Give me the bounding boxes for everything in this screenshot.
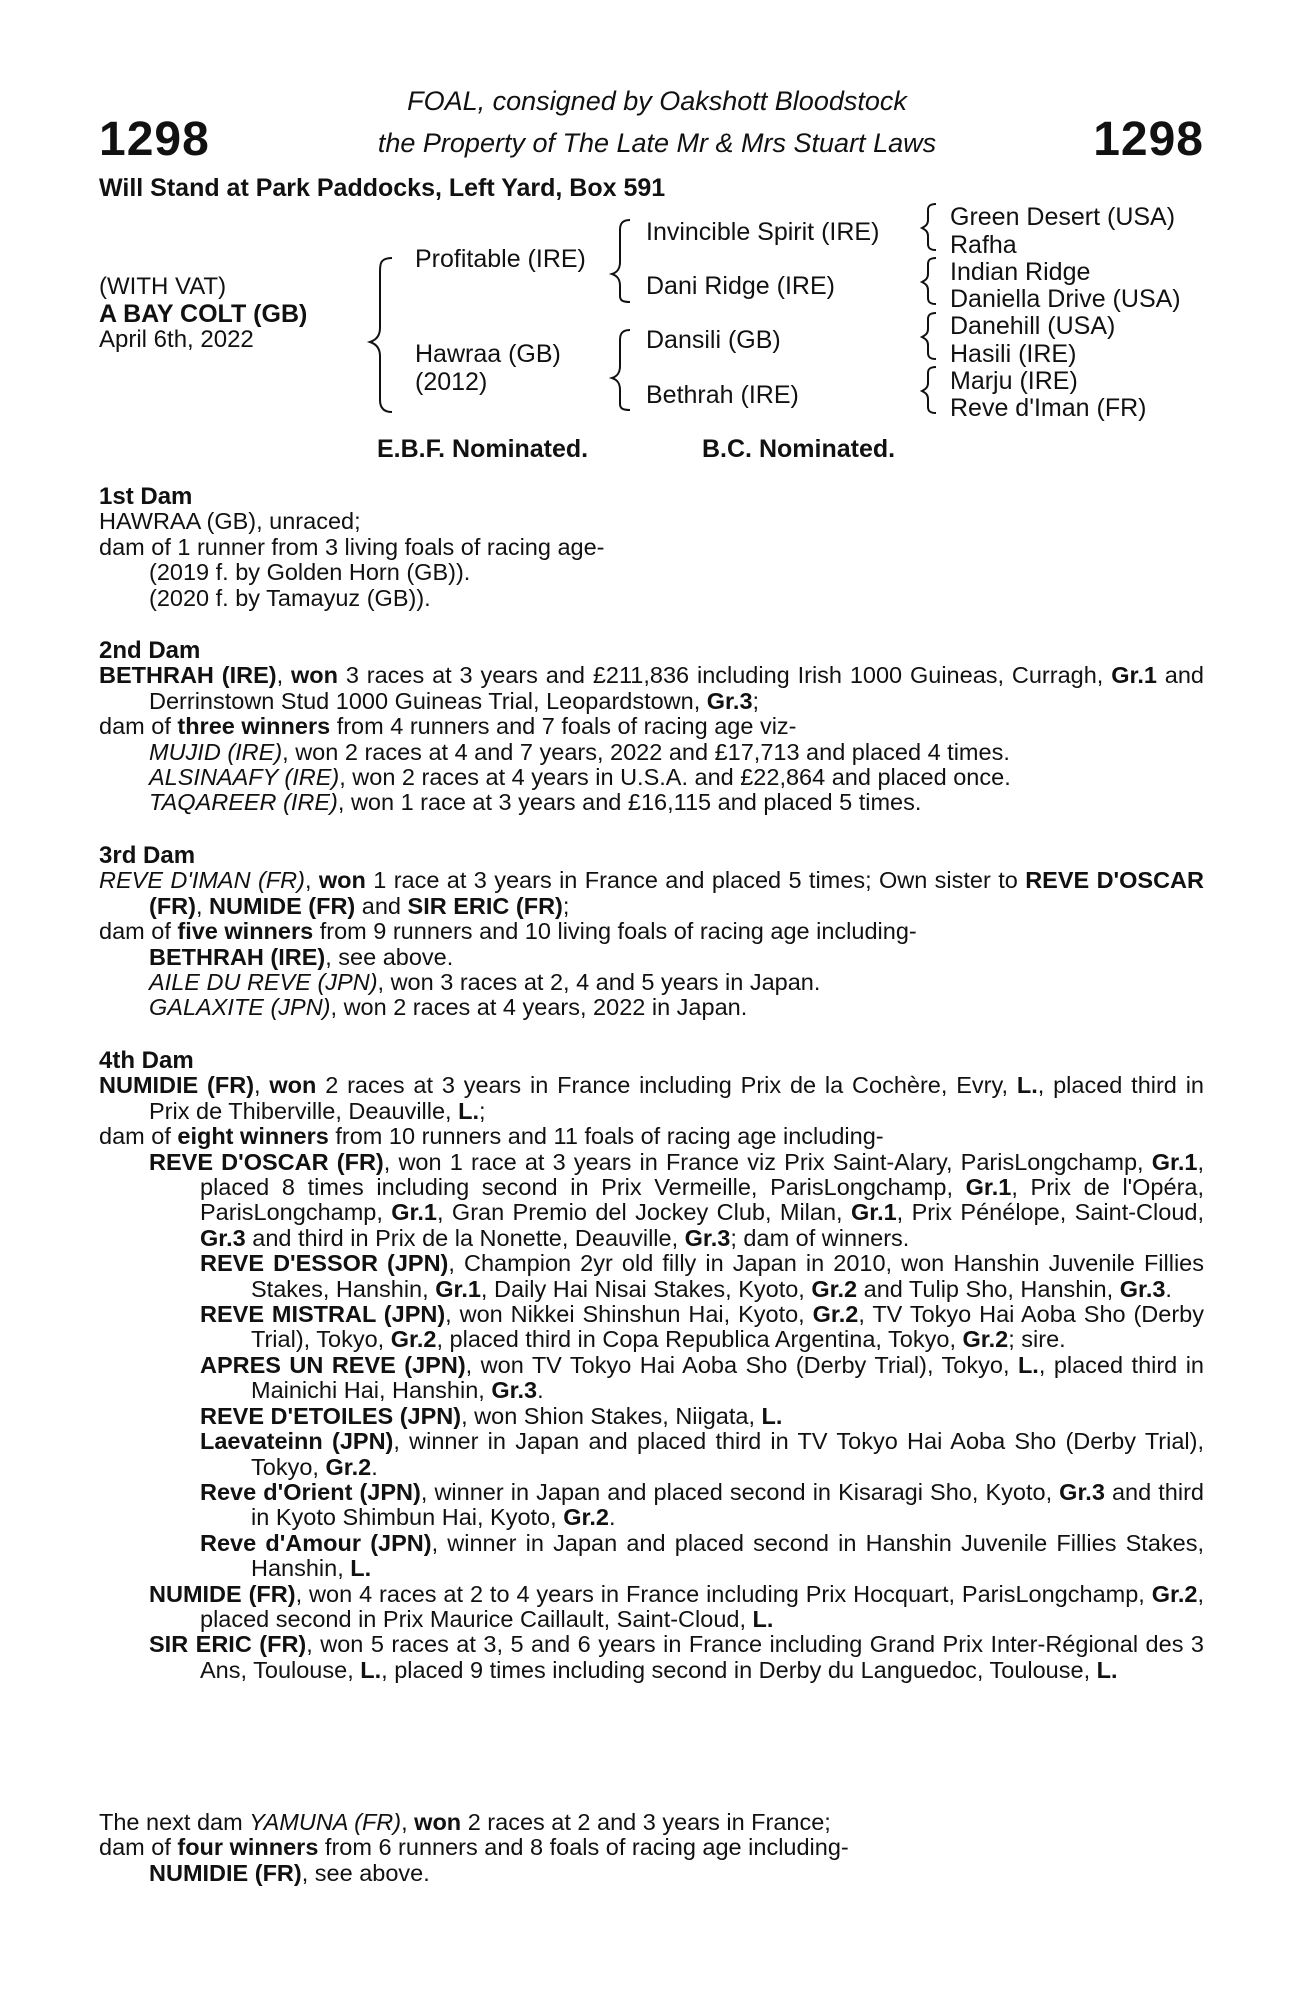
gen3-8[interactable]: Reve d'Iman (FR)	[950, 394, 1147, 422]
text: , placed second in Prix Maurice Caillault, Saint-Cloud,	[200, 1580, 1204, 1632]
produce-entry	[99, 1632, 1204, 1683]
grade-label: Gr.2	[390, 1326, 437, 1353]
horse-name[interactable]: REVE MISTRAL (JPN)	[200, 1301, 446, 1328]
text: from 9 runners and 10 living foals of racing age including-	[313, 918, 917, 945]
text: .	[608, 1504, 616, 1531]
dam-name[interactable]: Hawraa (GB)	[415, 340, 561, 368]
text: and Derrinstown Stud 1000 Guineas Trial, Leopardstown,	[149, 662, 1204, 714]
horse-name[interactable]: GALAXITE (JPN)	[149, 994, 331, 1021]
text: , Champion 2yr old filly in Japan in 2010, won Hanshin Juvenile Fillies Stakes, Hanshin,	[251, 1250, 1204, 1302]
grade-label: Gr.2	[1151, 1580, 1198, 1607]
horse-name[interactable]: SIR ERIC (FR)	[407, 892, 563, 919]
text: , see above.	[301, 1859, 430, 1886]
produce-entry	[99, 790, 1204, 815]
text: , placed third in Copa Republica Argentina, Tokyo,	[436, 1326, 963, 1353]
section-heading: 2nd Dam	[99, 637, 201, 664]
horse-name[interactable]: BETHRAH (IRE)	[149, 943, 326, 970]
sire-sire[interactable]: Invincible Spirit (IRE)	[646, 218, 880, 246]
section-heading: 4th Dam	[99, 1047, 194, 1074]
horse-name[interactable]: Reve d'Amour (JPN)	[200, 1529, 432, 1556]
text: 3 races at 3 years and £211,836 including Irish 1000 Guineas, Curragh,	[337, 662, 1112, 689]
produce-entry	[99, 1353, 1204, 1404]
text: and	[355, 892, 408, 919]
grade-label: L.	[1016, 1072, 1038, 1099]
gen3-5[interactable]: Danehill (USA)	[950, 312, 1116, 340]
grade-label: Gr.1	[850, 1199, 897, 1226]
produce-entry	[99, 1404, 1204, 1429]
grade-label: Gr.2	[962, 1326, 1009, 1353]
dam-produce-summary: dam of 1 runner from 3 living foals of racing age-	[99, 533, 605, 560]
text: ; sire.	[1008, 1326, 1066, 1353]
text: , Prix de l'Opéra, ParisLongchamp,	[200, 1174, 1204, 1226]
horse-name[interactable]: ALSINAAFY (IRE)	[149, 764, 340, 791]
horse-name[interactable]: NUMIDIE (FR)	[149, 1859, 302, 1886]
text: .	[537, 1377, 544, 1404]
sire-name[interactable]: Profitable (IRE)	[415, 245, 586, 273]
produce-entry	[99, 1302, 1204, 1353]
dam-sire[interactable]: Dansili (GB)	[646, 326, 781, 354]
text: , won 2 races at 4 and 7 years, 2022 and £17,713 and placed 4 times.	[282, 738, 1010, 765]
grade-label: Gr.2	[811, 1275, 858, 1302]
horse-name[interactable]: APRES UN REVE (JPN)	[200, 1351, 466, 1378]
horse-name[interactable]: AILE DU REVE (JPN)	[149, 969, 378, 996]
grade-label: Gr.3	[200, 1224, 246, 1251]
produce-entry	[99, 995, 1204, 1020]
text: dam of	[99, 918, 178, 945]
horse-name[interactable]: NUMIDE (FR)	[149, 1580, 296, 1607]
produce-entry	[99, 945, 1204, 970]
text: , placed third in Prix de Thiberville, Deauville,	[149, 1072, 1204, 1124]
gen3-4[interactable]: Daniella Drive (USA)	[950, 285, 1181, 313]
text: and third in Kyoto Shimbun Hai, Kyoto,	[251, 1478, 1204, 1531]
text: ,	[195, 892, 210, 919]
text: , winner in Japan and placed second in Kisaragi Sho, Kyoto,	[420, 1478, 1060, 1505]
text: and Tulip Sho, Hanshin,	[857, 1275, 1120, 1302]
won-label: won	[318, 867, 366, 894]
gen3-1[interactable]: Green Desert (USA)	[950, 203, 1176, 231]
grade-label: Gr.1	[391, 1199, 437, 1226]
won-label: won	[269, 1072, 317, 1099]
next-dam-section	[99, 1810, 1204, 1886]
grade-label: Gr.1	[965, 1174, 1012, 1201]
text: and third in Prix de la Nonette, Deauville,	[245, 1224, 685, 1251]
horse-name[interactable]: BETHRAH (IRE)	[99, 662, 277, 689]
gen3-7[interactable]: Marju (IRE)	[950, 367, 1078, 395]
stabling-location: Will Stand at Park Paddocks, Left Yard, Box 591	[99, 174, 666, 202]
winner-count: five winners	[177, 918, 314, 945]
winner-count: four winners	[177, 1834, 319, 1861]
text: , Daily Hai Nisai Stakes, Kyoto,	[480, 1275, 812, 1302]
text: , placed 9 times including second in Derby du Languedoc, Toulouse,	[381, 1656, 1097, 1683]
text: ;	[562, 892, 570, 919]
text: dam of	[99, 1834, 178, 1861]
text: , won 3 races at 2, 4 and 5 years in Japan.	[377, 969, 821, 996]
horse-name[interactable]: REVE D'IMAN (FR)	[99, 867, 305, 894]
grade-label: L.	[752, 1605, 774, 1632]
dam-produce-summary	[99, 1124, 1204, 1149]
text: ,	[254, 1072, 270, 1099]
horse-name[interactable]: TAQAREER (IRE)	[149, 789, 338, 816]
text: from 4 runners and 7 foals of racing age viz-	[330, 713, 797, 740]
grade-label: Gr.2	[812, 1301, 859, 1328]
grade-label: Gr.3	[491, 1377, 538, 1404]
text: , Prix Pénélope, Saint-Cloud,	[896, 1199, 1204, 1226]
winner-count: three winners	[177, 713, 331, 740]
text: , TV Tokyo Hai Aoba Sho (Derby Trial), Tokyo,	[251, 1301, 1204, 1353]
text: , Gran Premio del Jockey Club, Milan,	[437, 1199, 851, 1226]
lot-number-right: 1298	[1093, 113, 1204, 166]
grade-label: Gr.3	[684, 1224, 731, 1251]
text: The next dam	[99, 1809, 250, 1835]
sire-dam[interactable]: Dani Ridge (IRE)	[646, 272, 835, 300]
produce-entry	[99, 1531, 1204, 1582]
dam-produce-summary	[99, 714, 1204, 739]
text: .	[1165, 1275, 1172, 1302]
gen3-2[interactable]: Rafha	[950, 231, 1017, 259]
text: , won 2 races at 4 years, 2022 in Japan.	[330, 994, 748, 1021]
text: , won 4 races at 2 to 4 years in France including Prix Hocquart, ParisLongchamp,	[295, 1580, 1152, 1607]
produce-entry	[99, 740, 1204, 765]
text: ;	[479, 1097, 486, 1124]
grade-label: Gr.3	[706, 687, 753, 714]
bc-nomination: B.C. Nominated.	[702, 435, 896, 463]
text: , winner in Japan and placed third in TV Tokyo Hai Aoba Sho (Derby Trial), Tokyo,	[251, 1428, 1204, 1480]
grade-label: Gr.1	[1151, 1148, 1198, 1175]
text: ,	[401, 1809, 415, 1835]
grade-label: Gr.3	[1059, 1478, 1105, 1505]
dam-record	[99, 663, 1204, 714]
dam-record	[99, 1810, 1204, 1835]
section-heading: 3rd Dam	[99, 842, 196, 869]
horse-name[interactable]: REVE D'ESSOR (JPN)	[200, 1250, 449, 1277]
text: dam of	[99, 713, 178, 740]
produce-entry: (2019 f. by Golden Horn (GB)).	[149, 559, 471, 586]
produce-entry	[99, 1429, 1204, 1480]
horse-name[interactable]: Reve d'Orient (JPN)	[200, 1478, 421, 1505]
text: , won 2 races at 4 years in U.S.A. and £22,864 and placed once.	[339, 764, 1011, 791]
text: from 6 runners and 8 foals of racing age including-	[318, 1834, 849, 1861]
property-line: the Property of The Late Mr & Mrs Stuart Laws	[377, 128, 937, 158]
grade-label: L.	[458, 1097, 480, 1124]
text: , won Shion Stakes, Niigata,	[461, 1402, 762, 1429]
horse-name[interactable]: NUMIDIE (FR)	[99, 1072, 255, 1099]
grade-label: L.	[360, 1656, 382, 1683]
produce-entry	[99, 1251, 1204, 1302]
dam-dam[interactable]: Bethrah (IRE)	[646, 381, 799, 409]
grade-label: Gr.1	[1111, 662, 1157, 689]
gen3-3[interactable]: Indian Ridge	[950, 258, 1091, 286]
text: , winner in Japan and placed second in Hanshin Juvenile Fillies Stakes, Hanshin,	[251, 1529, 1204, 1582]
produce-entry: (2020 f. by Tamayuz (GB)).	[149, 584, 431, 611]
produce-entry	[99, 765, 1204, 790]
dam-record	[99, 868, 1204, 919]
lot-number-left: 1298	[99, 113, 210, 166]
text: , won 5 races at 3, 5 and 6 years in France including Grand Prix Inter-Régional des 3 Ans, Toulouse,	[200, 1631, 1204, 1683]
produce-entry	[99, 1861, 1204, 1886]
text: ;	[752, 687, 760, 714]
ebf-nomination: E.B.F. Nominated.	[377, 435, 589, 463]
horse-name[interactable]: REVE D'OSCAR (FR)	[149, 1148, 384, 1175]
produce-entry	[99, 970, 1204, 995]
grade-label: L.	[761, 1402, 783, 1429]
grade-label: Gr.2	[325, 1453, 372, 1480]
horse-name: A BAY COLT (GB)	[99, 300, 308, 328]
text: 2 races at 3 years in France including Prix de la Cochère, Evry,	[316, 1072, 1017, 1099]
won-label: won	[414, 1809, 462, 1835]
section-heading: 1st Dam	[99, 483, 193, 510]
text: .	[371, 1453, 378, 1480]
text: ,	[304, 867, 319, 894]
horse-name[interactable]: YAMUNA (FR)	[249, 1809, 402, 1835]
dam-summary: HAWRAA (GB), unraced;	[99, 508, 361, 535]
grade-label: Gr.2	[563, 1504, 609, 1531]
dam-record	[99, 1073, 1204, 1124]
horse-name[interactable]: SIR ERIC (FR)	[149, 1631, 307, 1658]
text: 1 race at 3 years in France and placed 5 times; Own sister to	[365, 867, 1026, 894]
produce-entry	[99, 1480, 1204, 1531]
grade-label: L.	[1096, 1656, 1118, 1683]
grade-label: Gr.1	[435, 1275, 481, 1302]
text: , won 1 race at 3 years and £16,115 and placed 5 times.	[337, 789, 922, 816]
text: , placed 8 times including second in Prix Vermeille, ParisLongchamp,	[200, 1148, 1204, 1201]
text: dam of	[99, 1123, 178, 1150]
grade-label: L.	[1017, 1351, 1039, 1378]
gen3-6[interactable]: Hasili (IRE)	[950, 340, 1077, 368]
dam-produce-summary	[99, 1835, 1204, 1860]
dam-produce-summary	[99, 919, 1204, 944]
text: 2 races at 2 and 3 years in France;	[461, 1809, 831, 1835]
won-label: won	[290, 662, 338, 689]
third-dam-section	[99, 843, 1204, 1021]
fourth-dam-section	[99, 1048, 1204, 1683]
text: , won 1 race at 3 years in France viz Prix Saint-Alary, ParisLongchamp,	[383, 1148, 1152, 1175]
grade-label: L.	[350, 1555, 372, 1582]
produce-entry	[99, 1582, 1204, 1633]
grade-label: Gr.3	[1119, 1275, 1166, 1302]
text: , placed third in Mainichi Hai, Hanshin,	[251, 1351, 1205, 1404]
text: from 10 runners and 11 foals of racing age including-	[328, 1123, 884, 1150]
produce-entry	[99, 1150, 1204, 1252]
consignor-line: FOAL, consigned by Oakshott Bloodstock	[407, 86, 907, 116]
second-dam-section	[99, 638, 1204, 816]
text: ,	[276, 662, 291, 689]
dam-year: (2012)	[415, 368, 488, 396]
vat-note: (WITH VAT)	[99, 273, 227, 300]
horse-name[interactable]: NUMIDE (FR)	[209, 892, 356, 919]
text: ; dam of winners.	[730, 1224, 910, 1251]
horse-name[interactable]: REVE D'ETOILES (JPN)	[200, 1402, 462, 1429]
first-dam-section	[99, 484, 1204, 611]
horse-name[interactable]: Laevateinn (JPN)	[200, 1428, 394, 1455]
text: , won Nikkei Shinshun Hai, Kyoto,	[445, 1301, 813, 1328]
winner-count: eight winners	[177, 1123, 329, 1150]
text: , won TV Tokyo Hai Aoba Sho (Derby Trial), Tokyo,	[465, 1351, 1018, 1378]
horse-name[interactable]: REVE D'OSCAR (FR)	[149, 867, 1205, 919]
horse-dob: April 6th, 2022	[99, 326, 254, 353]
horse-name[interactable]: MUJID (IRE)	[149, 738, 283, 765]
text: , see above.	[325, 943, 454, 970]
